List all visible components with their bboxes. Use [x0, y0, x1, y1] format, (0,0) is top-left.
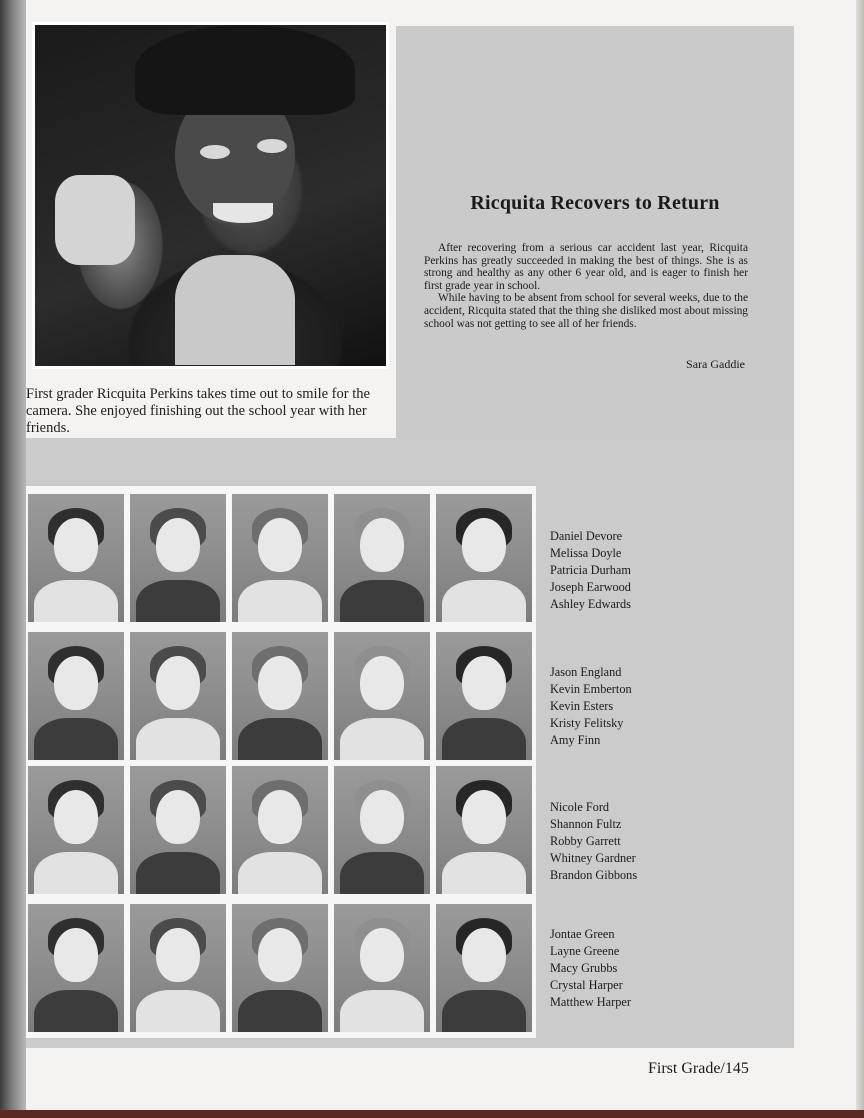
student-name: Robby Garrett — [550, 834, 621, 848]
student-portrait — [232, 904, 328, 1032]
feature-photo — [32, 22, 389, 369]
student-name: Daniel Devore — [550, 529, 623, 543]
student-name: Layne Greene — [550, 944, 620, 958]
student-portrait — [436, 766, 532, 894]
student-portrait — [436, 632, 532, 760]
student-portrait — [28, 904, 124, 1032]
story-paragraph: While having to be absent from school for several weeks, due to the accident, Ricquita stated that the thing she disliked most about missing school was not getting to see all of her friends. — [424, 292, 748, 330]
photo-caption: First grader Ricquita Perkins takes time out to smile for the camera. She enjoyed finishing out the school year with her friends. — [26, 386, 370, 436]
student-portrait — [436, 904, 532, 1032]
student-name: Nicole Ford — [550, 800, 610, 814]
name-list-row-1 — [550, 528, 750, 613]
student-name: Amy Finn — [550, 733, 601, 747]
student-portrait — [28, 632, 124, 760]
story-paragraph: After recovering from a serious car accident last year, Ricquita Perkins has greatly succeeded in making the best of things. She is as strong and healthy as any other 6 year old, and is eager to finish her first grade year in school. — [424, 242, 748, 292]
page-folio: First Grade/145 — [648, 1060, 749, 1077]
student-name: Melissa Doyle — [550, 546, 622, 560]
student-name: Macy Grubbs — [550, 961, 618, 975]
student-name: Kevin Esters — [550, 699, 614, 713]
student-portrait — [28, 766, 124, 894]
book-binding — [0, 0, 26, 1118]
student-portrait — [130, 904, 226, 1032]
student-name: Jason England — [550, 665, 622, 679]
student-portrait — [130, 494, 226, 622]
student-portrait — [334, 904, 430, 1032]
student-portrait — [334, 632, 430, 760]
name-list-row-4 — [550, 926, 750, 1011]
story-byline: Sara Gaddie — [686, 357, 745, 371]
student-name: Kevin Emberton — [550, 682, 632, 696]
student-portrait — [130, 766, 226, 894]
student-name: Matthew Harper — [550, 995, 631, 1009]
student-name: Patricia Durham — [550, 563, 631, 577]
story-headline: Ricquita Recovers to Return — [470, 192, 720, 214]
student-name: Joseph Earwood — [550, 580, 631, 594]
student-portrait — [28, 494, 124, 622]
student-portrait — [232, 632, 328, 760]
story-body — [424, 242, 748, 330]
portrait-grid — [20, 486, 536, 1038]
student-portrait — [232, 766, 328, 894]
name-list-row-2 — [550, 664, 750, 749]
student-name: Kristy Felitsky — [550, 716, 624, 730]
page-edge — [856, 0, 864, 1118]
student-portrait — [232, 494, 328, 622]
student-portrait — [436, 494, 532, 622]
student-name: Brandon Gibbons — [550, 868, 638, 882]
student-name: Jontae Green — [550, 927, 615, 941]
student-name: Shannon Fultz — [550, 817, 622, 831]
student-portrait — [334, 766, 430, 894]
student-name: Ashley Edwards — [550, 597, 631, 611]
page-edge-bottom — [0, 1110, 864, 1118]
student-name: Whitney Gardner — [550, 851, 636, 865]
name-list-row-3 — [550, 799, 750, 884]
student-portrait — [334, 494, 430, 622]
student-portrait — [130, 632, 226, 760]
student-name: Crystal Harper — [550, 978, 623, 992]
